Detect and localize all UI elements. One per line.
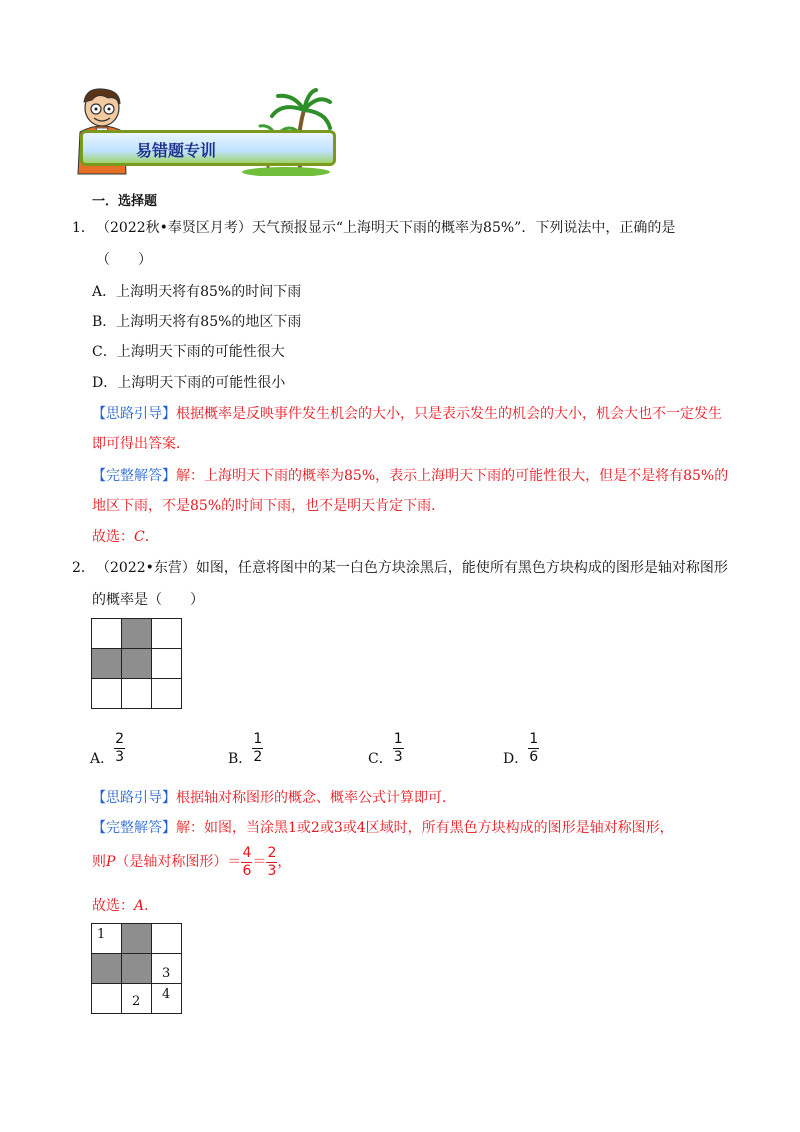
- solution-tag: 【完整解答】: [92, 820, 176, 836]
- answer-letter: C: [134, 529, 145, 545]
- topic-banner: [72, 88, 334, 176]
- region-label: 3: [162, 966, 171, 981]
- answer-suffix: ．: [144, 529, 159, 545]
- answer-suffix: ．: [144, 898, 159, 914]
- grid-cell-shaded: [122, 954, 152, 984]
- grid-cell: [152, 924, 182, 954]
- fraction-numerator: 1: [393, 731, 403, 747]
- equation-fraction-1: [241, 846, 252, 879]
- question-1-option-a: A．上海明天将有85%的时间下雨: [92, 284, 302, 300]
- question-1-number: 1．: [72, 220, 95, 236]
- grid-cell: [152, 679, 182, 709]
- question-1-option-d: D．上海明天下雨的可能性很小: [92, 375, 286, 391]
- question-2-equation: [92, 844, 291, 880]
- equals-sign: ＝: [252, 854, 267, 870]
- region-label: 2: [132, 994, 141, 1009]
- question-2-solution: [92, 818, 674, 838]
- fraction-numerator: 2: [115, 731, 125, 747]
- region-label: 1: [97, 927, 106, 942]
- grid-cell: [152, 649, 182, 679]
- answer-prefix: 故选：: [92, 529, 134, 545]
- grid-cell-labeled: [152, 984, 182, 1014]
- region-label: 4: [162, 987, 171, 1002]
- question-1-hint-cont: 即可得出答案．: [92, 436, 190, 452]
- question-2-number: 2．: [72, 560, 95, 576]
- grid-cell: [92, 619, 122, 649]
- grid-cell: [92, 679, 122, 709]
- fraction-numerator: 1: [529, 731, 539, 747]
- solution-text: 解：如图，当涂黑1或2或3或4区域时，所有黑色方块构成的图形是轴对称图形，: [176, 820, 674, 836]
- option-letter: C．: [368, 750, 393, 767]
- equation-suffix: ，: [277, 854, 292, 870]
- grid-cell-labeled: [92, 924, 122, 954]
- hint-tag: 【思路引导】: [92, 790, 176, 806]
- fraction-numerator: 4: [242, 844, 252, 861]
- grid-cell-shaded: [92, 954, 122, 984]
- question-1-solution-cont: 地区下雨，不是85%的时间下雨，也不是明天肯定下雨．: [92, 498, 446, 514]
- fraction: [393, 732, 404, 765]
- fraction-denominator: 2: [253, 749, 263, 765]
- option-letter: D．: [503, 750, 529, 767]
- question-2-answer: [92, 896, 158, 916]
- grid-cell-shaded: [122, 649, 152, 679]
- fraction-denominator: 6: [529, 749, 539, 765]
- grid-cell: [92, 984, 122, 1014]
- grid-cell: [122, 679, 152, 709]
- solution-text: 解：上海明天下雨的概率为85%，表示上海明天下雨的可能性很大，但是不是将有85%的: [176, 468, 729, 484]
- grid-cell: [152, 619, 182, 649]
- hint-text: 根据轴对称图形的概念、概率公式计算即可．: [176, 790, 456, 806]
- fraction-denominator: 3: [267, 862, 277, 879]
- question-1-hint: [92, 404, 722, 424]
- fraction: [528, 732, 539, 765]
- grid-cell-shaded: [122, 924, 152, 954]
- grid-cell-shaded: [92, 649, 122, 679]
- option-letter: B．: [228, 750, 253, 767]
- question-2-grid: [91, 618, 182, 709]
- grid-cell-shaded: [122, 619, 152, 649]
- answer-letter: A: [134, 898, 145, 914]
- fraction-denominator: 3: [393, 749, 403, 765]
- fraction-numerator: 2: [267, 844, 277, 861]
- fraction: [114, 732, 125, 765]
- answer-prefix: 故选：: [92, 898, 134, 914]
- fraction-denominator: 3: [115, 749, 125, 765]
- fraction: [252, 732, 263, 765]
- question-2-hint: [92, 788, 456, 808]
- fraction-denominator: 6: [242, 862, 252, 879]
- question-1-stem: （2022秋•奉贤区月考）天气预报显示“上海明天下雨的概率为85%”．下列说法中，正确的是: [96, 220, 676, 236]
- question-1-answer: [92, 527, 159, 547]
- question-2-option-a: [90, 732, 125, 765]
- question-2-stem: （2022•东营）如图，任意将图中的某一白色方块涂黑后，能使所有黑色方块构成的图形是轴对称图形: [96, 560, 728, 576]
- question-2-option-d: [503, 732, 539, 765]
- question-1-stem-cont: （ ）: [96, 252, 152, 268]
- question-2-option-c: [368, 732, 404, 765]
- solution-tag: 【完整解答】: [92, 468, 176, 484]
- equation-prefix: 则: [92, 854, 106, 870]
- answer-grid: [91, 923, 182, 1014]
- question-1-solution: [92, 466, 728, 486]
- hint-tag: 【思路引导】: [92, 406, 176, 422]
- equation-text: （是轴对称图形）＝: [115, 854, 242, 870]
- grid-cell-labeled: [122, 984, 152, 1014]
- fraction-numerator: 1: [253, 731, 263, 747]
- banner-title: 易错题专训: [136, 141, 217, 160]
- question-1-option-b: B．上海明天将有85%的地区下雨: [92, 314, 302, 330]
- equation-fraction-2: [266, 846, 277, 879]
- equation-variable: P: [106, 854, 116, 870]
- question-2-option-b: [228, 732, 263, 765]
- grid-cell-labeled: [152, 954, 182, 984]
- section-title: 一．选择题: [92, 194, 158, 209]
- question-2-stem-cont: 的概率是（ ）: [92, 592, 204, 608]
- option-letter: A．: [90, 750, 115, 767]
- question-1-option-c: C．上海明天下雨的可能性很大: [92, 344, 285, 360]
- hint-text: 根据概率是反映事件发生机会的大小，只是表示发生的机会的大小，机会大也不一定发生: [176, 406, 722, 422]
